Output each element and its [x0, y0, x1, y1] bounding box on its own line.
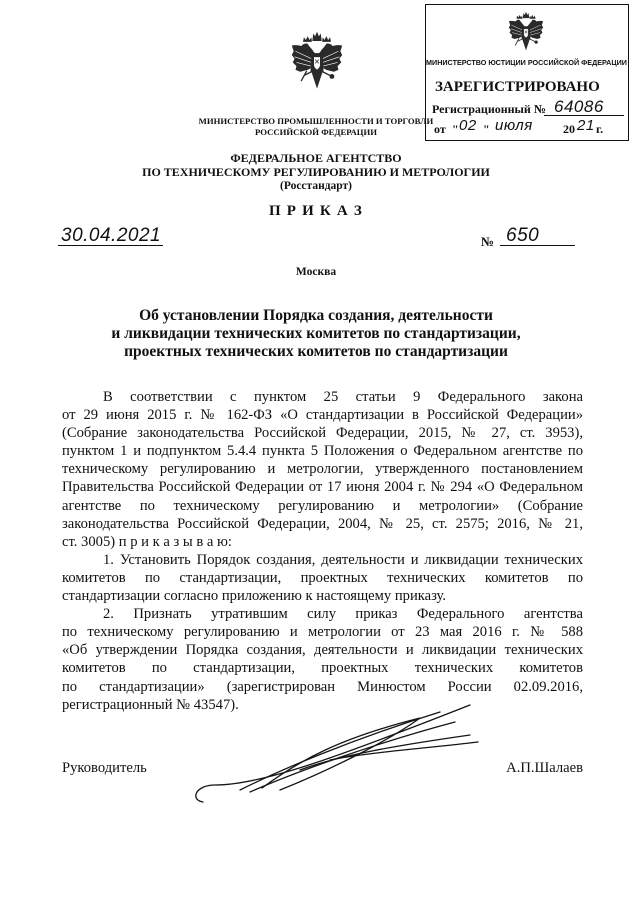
preamble-line: законодательства Российской Федерации, 2004, № 25, ст. 2575; 2016, № 21, — [62, 515, 583, 532]
agency-name-line-1: ФЕДЕРАЛЬНОЕ АГЕНТСТВО — [230, 151, 402, 165]
preamble-line: (Собрание законодательства Российской Федерации, 2015, № 27, ст. 3953), — [62, 425, 583, 442]
stamp-status: ЗАРЕГИСТРИРОВАНО — [435, 79, 600, 95]
ministry-name-line-2: РОССИЙСКОЙ ФЕДЕРАЦИИ — [255, 127, 377, 137]
preamble-line: Правительства Российской Федерации от 17 июня 2004 г. № 294 «О Федеральном — [62, 479, 583, 496]
order-title-line: Об установлении Порядка создания, деятельности — [139, 307, 493, 324]
order-number-label: № — [481, 234, 495, 249]
order-date: 30.04.2021 — [58, 226, 163, 246]
handwritten-signature-icon — [180, 690, 490, 815]
item-2-line: регистрационный № 43547). — [62, 696, 239, 713]
agency-name-line-2: ПО ТЕХНИЧЕСКОМУ РЕГУЛИРОВАНИЮ И МЕТРОЛОГИИ — [142, 165, 490, 179]
preamble-line: ст. 3005) п р и к а з ы в а ю: — [62, 533, 232, 550]
stamp-ministry-name: МИНИСТЕРСТВО ЮСТИЦИИ РОССИЙСКОЙ ФЕДЕРАЦИИ — [426, 58, 627, 67]
stamp-date-month: июля — [495, 117, 533, 134]
preamble-line: пунктом 1 и подпунктом 5.4.4 пункта 5 Положения о Федеральном агентстве по — [62, 443, 583, 460]
preamble-line: агентстве по техническому регулированию и метрологии» (Собрание — [62, 497, 583, 514]
order-body — [62, 388, 583, 714]
order-title-line: проектных технических комитетов по стандартизации — [124, 343, 508, 360]
agency-short-name: (Росстандарт) — [280, 180, 352, 192]
registration-stamp — [425, 4, 629, 141]
item-2-line: «Об утверждении Порядка создания, деятельности и ликвидации технических — [62, 642, 583, 659]
coat-of-arms-icon — [289, 30, 345, 93]
stamp-date-year-printed: 20 — [563, 122, 575, 136]
item-2-line: по стандартизации» (зарегистрирован Минюстом России 02.09.2016, — [62, 678, 583, 695]
item-1-line: стандартизации согласно приложению к настоящему приказу. — [62, 588, 447, 605]
preamble-line: от 29 июня 2015 г. № 162-ФЗ «О стандартизации в Российской Федерации» — [62, 407, 583, 424]
stamp-date-quote-close: " — [483, 122, 490, 136]
stamp-date-year-handwritten: 21 — [577, 117, 595, 134]
signatory-name: А.П.Шалаев — [506, 760, 583, 776]
stamp-date-day: 02 — [459, 117, 477, 134]
ministry-name-line-1: МИНИСТЕРСТВО ПРОМЫШЛЕННОСТИ И ТОРГОВЛИ — [198, 116, 434, 126]
item-2-line: по техническому регулированию и метрологии от 23 мая 2016 г. № 588 — [62, 624, 583, 641]
item-2-line: комитетов по стандартизации, проектных технических комитетов — [62, 660, 583, 677]
stamp-registration-label: Регистрационный № — [432, 102, 546, 116]
document-type: П Р И К А З — [268, 203, 364, 219]
signatory-position: Руководитель — [62, 760, 147, 776]
city: Москва — [295, 266, 337, 278]
item-2-line: 2. Признать утратившим силу приказ Федерального агентства — [103, 606, 583, 623]
stamp-date-year-suffix: г. — [596, 122, 604, 136]
stamp-registration-number: 64086 — [544, 97, 624, 116]
stamp-date-label: от — [434, 122, 446, 136]
order-number: 650 — [500, 226, 575, 246]
order-title — [0, 307, 632, 361]
stamp-coat-of-arms-icon — [507, 11, 545, 53]
preamble-line: В соответствии с пунктом 25 статьи 9 Федерального закона — [103, 389, 583, 405]
preamble-line: техническому регулированию и метрологии, утвержденного постановлением — [62, 461, 583, 478]
item-1-line: комитетов по стандартизации, проектных технических комитетов по — [62, 569, 583, 586]
item-1-line: 1. Установить Порядок создания, деятельности и ликвидации технических — [103, 551, 583, 568]
order-title-line: и ликвидации технических комитетов по стандартизации, — [111, 325, 521, 342]
stamp-date-quote-open: " — [452, 122, 459, 136]
